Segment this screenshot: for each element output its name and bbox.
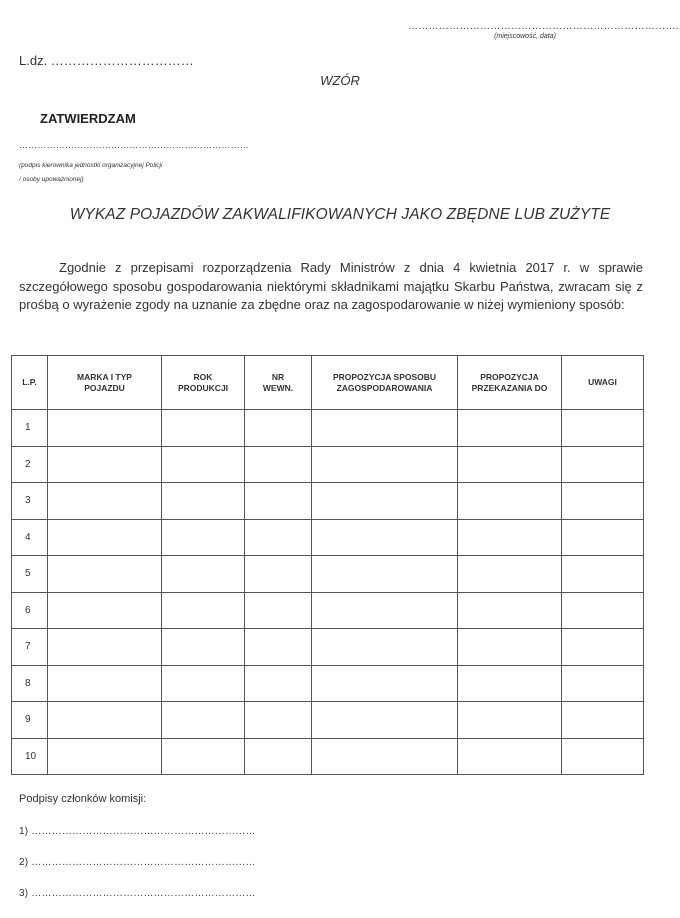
internal-number-cell[interactable] (245, 629, 312, 666)
model-label: WZÓR (320, 73, 360, 88)
vehicle-table (11, 355, 644, 775)
remarks-cell[interactable] (562, 446, 644, 483)
signature-caption-line-1: (podpis kierownika jednostki organizacyjnej Policji (19, 162, 163, 169)
row-number: 10 (12, 738, 48, 775)
internal-number-cell[interactable] (245, 592, 312, 629)
approver-signature-line: ………………………………………………………………… (19, 140, 249, 150)
header-production-year: ROK PRODUKCJI (162, 356, 245, 410)
transfer-cell[interactable] (458, 410, 562, 447)
transfer-cell[interactable] (458, 446, 562, 483)
disposal-cell[interactable] (312, 446, 458, 483)
table-row (12, 738, 644, 775)
remarks-cell[interactable] (562, 738, 644, 775)
internal-number-cell[interactable] (245, 483, 312, 520)
document-title: WYKAZ POJAZDÓW ZAKWALIFIKOWANYCH JAKO ZBĘDNE LUB ZUŻYTE (69, 206, 611, 223)
internal-number-cell[interactable] (245, 519, 312, 556)
year-cell[interactable] (162, 665, 245, 702)
row-number: 4 (12, 519, 48, 556)
year-cell[interactable] (162, 629, 245, 666)
year-cell[interactable] (162, 410, 245, 447)
transfer-cell[interactable] (458, 483, 562, 520)
header-transfer-proposal: PROPOZYCJA PRZEKAZANIA DO (458, 356, 562, 410)
transfer-cell[interactable] (458, 738, 562, 775)
remarks-cell[interactable] (562, 592, 644, 629)
year-cell[interactable] (162, 592, 245, 629)
internal-number-cell[interactable] (245, 702, 312, 739)
internal-number-cell[interactable] (245, 556, 312, 593)
remarks-cell[interactable] (562, 629, 644, 666)
disposal-cell[interactable] (312, 738, 458, 775)
remarks-cell[interactable] (562, 556, 644, 593)
table-row (12, 410, 644, 447)
transfer-cell[interactable] (458, 702, 562, 739)
transfer-cell[interactable] (458, 592, 562, 629)
disposal-cell[interactable] (312, 519, 458, 556)
request-paragraph: Zgodnie z przepisami rozporządzenia Rady Ministrów z dnia 4 kwietnia 2017 r. w sprawie szczegółowego sposobu gospodarowania niektórymi składnikami majątku Skarbu Państwa, zwracam się z prośbą o wyrażenie zgody na uznanie za zbędne oraz na zagospodarowanie w niżej wymieniony sposób: (19, 260, 643, 312)
committee-signatures-label: Podpisy członków komisji: (19, 793, 147, 805)
transfer-cell[interactable] (458, 629, 562, 666)
remarks-cell[interactable] (562, 665, 644, 702)
make-type-cell[interactable] (48, 665, 162, 702)
make-type-cell[interactable] (48, 483, 162, 520)
make-type-cell[interactable] (48, 629, 162, 666)
table-row (12, 483, 644, 520)
header-lp: L.P. (12, 356, 48, 410)
disposal-cell[interactable] (312, 665, 458, 702)
signature-caption-line-2: / osoby upoważnionej) (19, 176, 84, 183)
year-cell[interactable] (162, 702, 245, 739)
committee-signature-line-3: 3) ………………………………………………………… (19, 888, 256, 899)
remarks-cell[interactable] (562, 519, 644, 556)
make-type-cell[interactable] (48, 592, 162, 629)
table-row (12, 665, 644, 702)
make-type-cell[interactable] (48, 556, 162, 593)
header-disposal-proposal: PROPOZYCJA SPOSOBU ZAGOSPODAROWANIA (312, 356, 458, 410)
row-number: 6 (12, 592, 48, 629)
year-cell[interactable] (162, 519, 245, 556)
approve-heading: ZATWIERDZAM (40, 111, 136, 126)
make-type-cell[interactable] (48, 519, 162, 556)
transfer-cell[interactable] (458, 556, 562, 593)
reference-number-line: L.dz. …………………………… (19, 53, 194, 68)
disposal-cell[interactable] (312, 702, 458, 739)
place-date-line: ……………………………………………………………………. (408, 21, 679, 32)
table-row (12, 702, 644, 739)
header-remarks: UWAGI (562, 356, 644, 410)
remarks-cell[interactable] (562, 410, 644, 447)
row-number: 9 (12, 702, 48, 739)
row-number: 7 (12, 629, 48, 666)
table-row (12, 446, 644, 483)
disposal-cell[interactable] (312, 483, 458, 520)
internal-number-cell[interactable] (245, 410, 312, 447)
remarks-cell[interactable] (562, 702, 644, 739)
year-cell[interactable] (162, 483, 245, 520)
table-row (12, 519, 644, 556)
row-number: 5 (12, 556, 48, 593)
table-row (12, 592, 644, 629)
make-type-cell[interactable] (48, 702, 162, 739)
row-number: 2 (12, 446, 48, 483)
committee-signature-line-2: 2) ………………………………………………………… (19, 857, 256, 868)
header-internal-number: NR WEWN. (245, 356, 312, 410)
place-date-caption: (miejscowość, data) (494, 33, 556, 40)
internal-number-cell[interactable] (245, 665, 312, 702)
make-type-cell[interactable] (48, 738, 162, 775)
table-header-row (12, 356, 644, 410)
disposal-cell[interactable] (312, 410, 458, 447)
year-cell[interactable] (162, 446, 245, 483)
transfer-cell[interactable] (458, 665, 562, 702)
disposal-cell[interactable] (312, 629, 458, 666)
committee-signature-line-1: 1) ………………………………………………………… (19, 826, 256, 837)
internal-number-cell[interactable] (245, 446, 312, 483)
make-type-cell[interactable] (48, 446, 162, 483)
make-type-cell[interactable] (48, 410, 162, 447)
approver-signature-caption (19, 159, 219, 187)
row-number: 3 (12, 483, 48, 520)
header-make-type: MARKA I TYP POJAZDU (48, 356, 162, 410)
internal-number-cell[interactable] (245, 738, 312, 775)
transfer-cell[interactable] (458, 519, 562, 556)
row-number: 8 (12, 665, 48, 702)
disposal-cell[interactable] (312, 592, 458, 629)
table-row (12, 629, 644, 666)
table-row (12, 556, 644, 593)
year-cell[interactable] (162, 556, 245, 593)
disposal-cell[interactable] (312, 556, 458, 593)
remarks-cell[interactable] (562, 483, 644, 520)
row-number: 1 (12, 410, 48, 447)
year-cell[interactable] (162, 738, 245, 775)
